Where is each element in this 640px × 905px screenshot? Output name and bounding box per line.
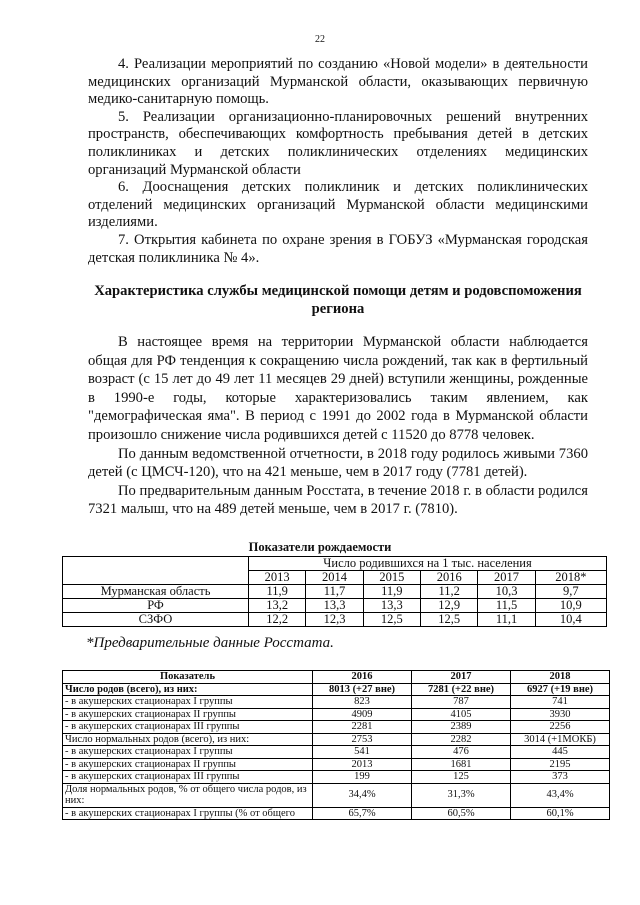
paragraph: По данным ведомственной отчетности, в 2018 году родилось живыми 7360 детей (с ЦМСЧ-120), что на 421 меньше, чем в 2017 году (7781 детей). bbox=[88, 445, 588, 481]
measures-list bbox=[88, 56, 588, 267]
table-row bbox=[63, 708, 610, 721]
table-cell: 2753 bbox=[313, 733, 412, 746]
year-header: 2015 bbox=[363, 571, 420, 585]
table-row bbox=[63, 683, 610, 696]
table-cell: 34,4% bbox=[313, 783, 412, 807]
table-row bbox=[63, 696, 610, 709]
birth-table-caption: Показатели рождаемости bbox=[248, 540, 392, 554]
table-cell: 2282 bbox=[412, 733, 511, 746]
table-cell: 13,3 bbox=[306, 599, 363, 613]
table-cell: 10,4 bbox=[535, 613, 606, 627]
table-row bbox=[63, 746, 610, 759]
table-row bbox=[63, 585, 607, 599]
table-cell: 3930 bbox=[511, 708, 610, 721]
table-cell: 11,2 bbox=[421, 585, 478, 599]
list-item: 6. Дооснащения детских поликлиник и детских поликлинических отделений медицинских организаций Мурманской области медицинскими изделиями. bbox=[88, 179, 588, 231]
section-body bbox=[88, 333, 588, 519]
row-label: РФ bbox=[63, 599, 249, 613]
table-cell: 11,5 bbox=[478, 599, 535, 613]
table-cell: 823 bbox=[313, 696, 412, 709]
column-header: 2016 bbox=[313, 671, 412, 684]
deliveries-table bbox=[62, 670, 610, 820]
column-header: Показатель bbox=[63, 671, 313, 684]
table-cell: 476 bbox=[412, 746, 511, 759]
row-label: Доля нормальных родов, % от общего числа родов, из них: bbox=[63, 783, 313, 807]
table-cell: 12,9 bbox=[421, 599, 478, 613]
page-number: 22 bbox=[315, 34, 325, 45]
table-row bbox=[63, 599, 607, 613]
table-cell: 445 bbox=[511, 746, 610, 759]
table-cell: 11,7 bbox=[306, 585, 363, 599]
table-cell: 4909 bbox=[313, 708, 412, 721]
table-cell: 4105 bbox=[412, 708, 511, 721]
row-label: - в акушерских стационарах I группы bbox=[63, 746, 313, 759]
table-cell: 2013 bbox=[313, 758, 412, 771]
list-item: 5. Реализации организационно-планировочных решений внутренних пространств, обеспечивающих комфортность пребывания детей в детских поликлиниках и детских поликлинических отделениях медицинских организаций Мурманской области bbox=[88, 108, 588, 178]
row-label: СЗФО bbox=[63, 613, 249, 627]
table-cell: 10,9 bbox=[535, 599, 606, 613]
table-cell: 11,9 bbox=[249, 585, 306, 599]
table-cell: 65,7% bbox=[313, 807, 412, 820]
table-cell: 12,5 bbox=[363, 613, 420, 627]
table-cell: 2389 bbox=[412, 721, 511, 734]
table-cell: 12,2 bbox=[249, 613, 306, 627]
table-cell: 7281 (+22 вне) bbox=[412, 683, 511, 696]
table-row bbox=[63, 733, 610, 746]
table-cell: 43,4% bbox=[511, 783, 610, 807]
table-cell: 10,3 bbox=[478, 585, 535, 599]
table-cell: 31,3% bbox=[412, 783, 511, 807]
birth-rate-table bbox=[62, 556, 607, 627]
table-cell: 125 bbox=[412, 771, 511, 784]
row-label: - в акушерских стационарах II группы bbox=[63, 708, 313, 721]
table-cell: 787 bbox=[412, 696, 511, 709]
table-row bbox=[63, 771, 610, 784]
table-row bbox=[63, 783, 610, 807]
group-header: Число родившихся на 1 тыс. населения bbox=[249, 557, 607, 571]
paragraph: В настоящее время на территории Мурманской области наблюдается общая для РФ тенденция к сокращению числа рождений, так как в фертильный возраст (с 15 лет до 49 лет 11 месяцев 29 дней) вступили женщины, рожденные в 1990-е годы, которые характеризовались таким явлением, как "демографическая яма". В период с 1991 до 2002 года в Мурманской области произошло снижение числа родившихся детей с 11520 до 8778 человек. bbox=[88, 334, 588, 443]
table-cell: 373 bbox=[511, 771, 610, 784]
row-label: - в акушерских стационарах I группы bbox=[63, 696, 313, 709]
year-header: 2014 bbox=[306, 571, 363, 585]
table-cell: 13,2 bbox=[249, 599, 306, 613]
table-cell: 13,3 bbox=[363, 599, 420, 613]
table-cell: 12,3 bbox=[306, 613, 363, 627]
column-header: 2018 bbox=[511, 671, 610, 684]
year-header: 2017 bbox=[478, 571, 535, 585]
table-cell: 12,5 bbox=[421, 613, 478, 627]
table-row bbox=[63, 758, 610, 771]
table-cell: 8013 (+27 вне) bbox=[313, 683, 412, 696]
table-cell: 6927 (+19 вне) bbox=[511, 683, 610, 696]
table-cell: 2195 bbox=[511, 758, 610, 771]
table-cell: 60,5% bbox=[412, 807, 511, 820]
list-item: 7. Открытия кабинета по охране зрения в ГОБУЗ «Мурманская городская детская поликлиника № 4». bbox=[88, 231, 588, 266]
table-cell: 199 bbox=[313, 771, 412, 784]
row-label: Число нормальных родов (всего), из них: bbox=[63, 733, 313, 746]
list-item: 4. Реализации мероприятий по созданию «Новой модели» в деятельности медицинских организаций Мурманской области, оказывающих первичную медико-санитарную помощь. bbox=[88, 56, 588, 108]
table-cell: 9,7 bbox=[535, 585, 606, 599]
table-cell: 11,1 bbox=[478, 613, 535, 627]
table-row bbox=[63, 721, 610, 734]
row-label: - в акушерских стационарах I группы (% от общего bbox=[63, 807, 313, 820]
paragraph: По предварительным данным Росстата, в течение 2018 г. в области родился 7321 малыш, что на 489 детей меньше, чем в 2017 г. (7810). bbox=[88, 482, 588, 518]
table-cell: 2281 bbox=[313, 721, 412, 734]
table-row bbox=[63, 613, 607, 627]
table-cell: 1681 bbox=[412, 758, 511, 771]
table-cell: 11,9 bbox=[363, 585, 420, 599]
section-heading: Характеристика службы медицинской помощи детям и родовспоможения региона bbox=[94, 283, 582, 317]
empty-header-cell bbox=[63, 557, 249, 585]
year-header: 2013 bbox=[249, 571, 306, 585]
row-label: - в акушерских стационарах II группы bbox=[63, 758, 313, 771]
table-cell: 2256 bbox=[511, 721, 610, 734]
footnote: *Предварительные данные Росстата. bbox=[86, 635, 334, 651]
table-row bbox=[63, 807, 610, 820]
row-label: Мурманская область bbox=[63, 585, 249, 599]
row-label: Число родов (всего), из них: bbox=[63, 683, 313, 696]
table-cell: 3014 (+1МОКБ) bbox=[511, 733, 610, 746]
table-cell: 741 bbox=[511, 696, 610, 709]
year-header: 2016 bbox=[421, 571, 478, 585]
table-cell: 541 bbox=[313, 746, 412, 759]
column-header: 2017 bbox=[412, 671, 511, 684]
row-label: - в акушерских стационарах III группы bbox=[63, 721, 313, 734]
year-header: 2018* bbox=[535, 571, 606, 585]
row-label: - в акушерских стационарах III группы bbox=[63, 771, 313, 784]
table-cell: 60,1% bbox=[511, 807, 610, 820]
